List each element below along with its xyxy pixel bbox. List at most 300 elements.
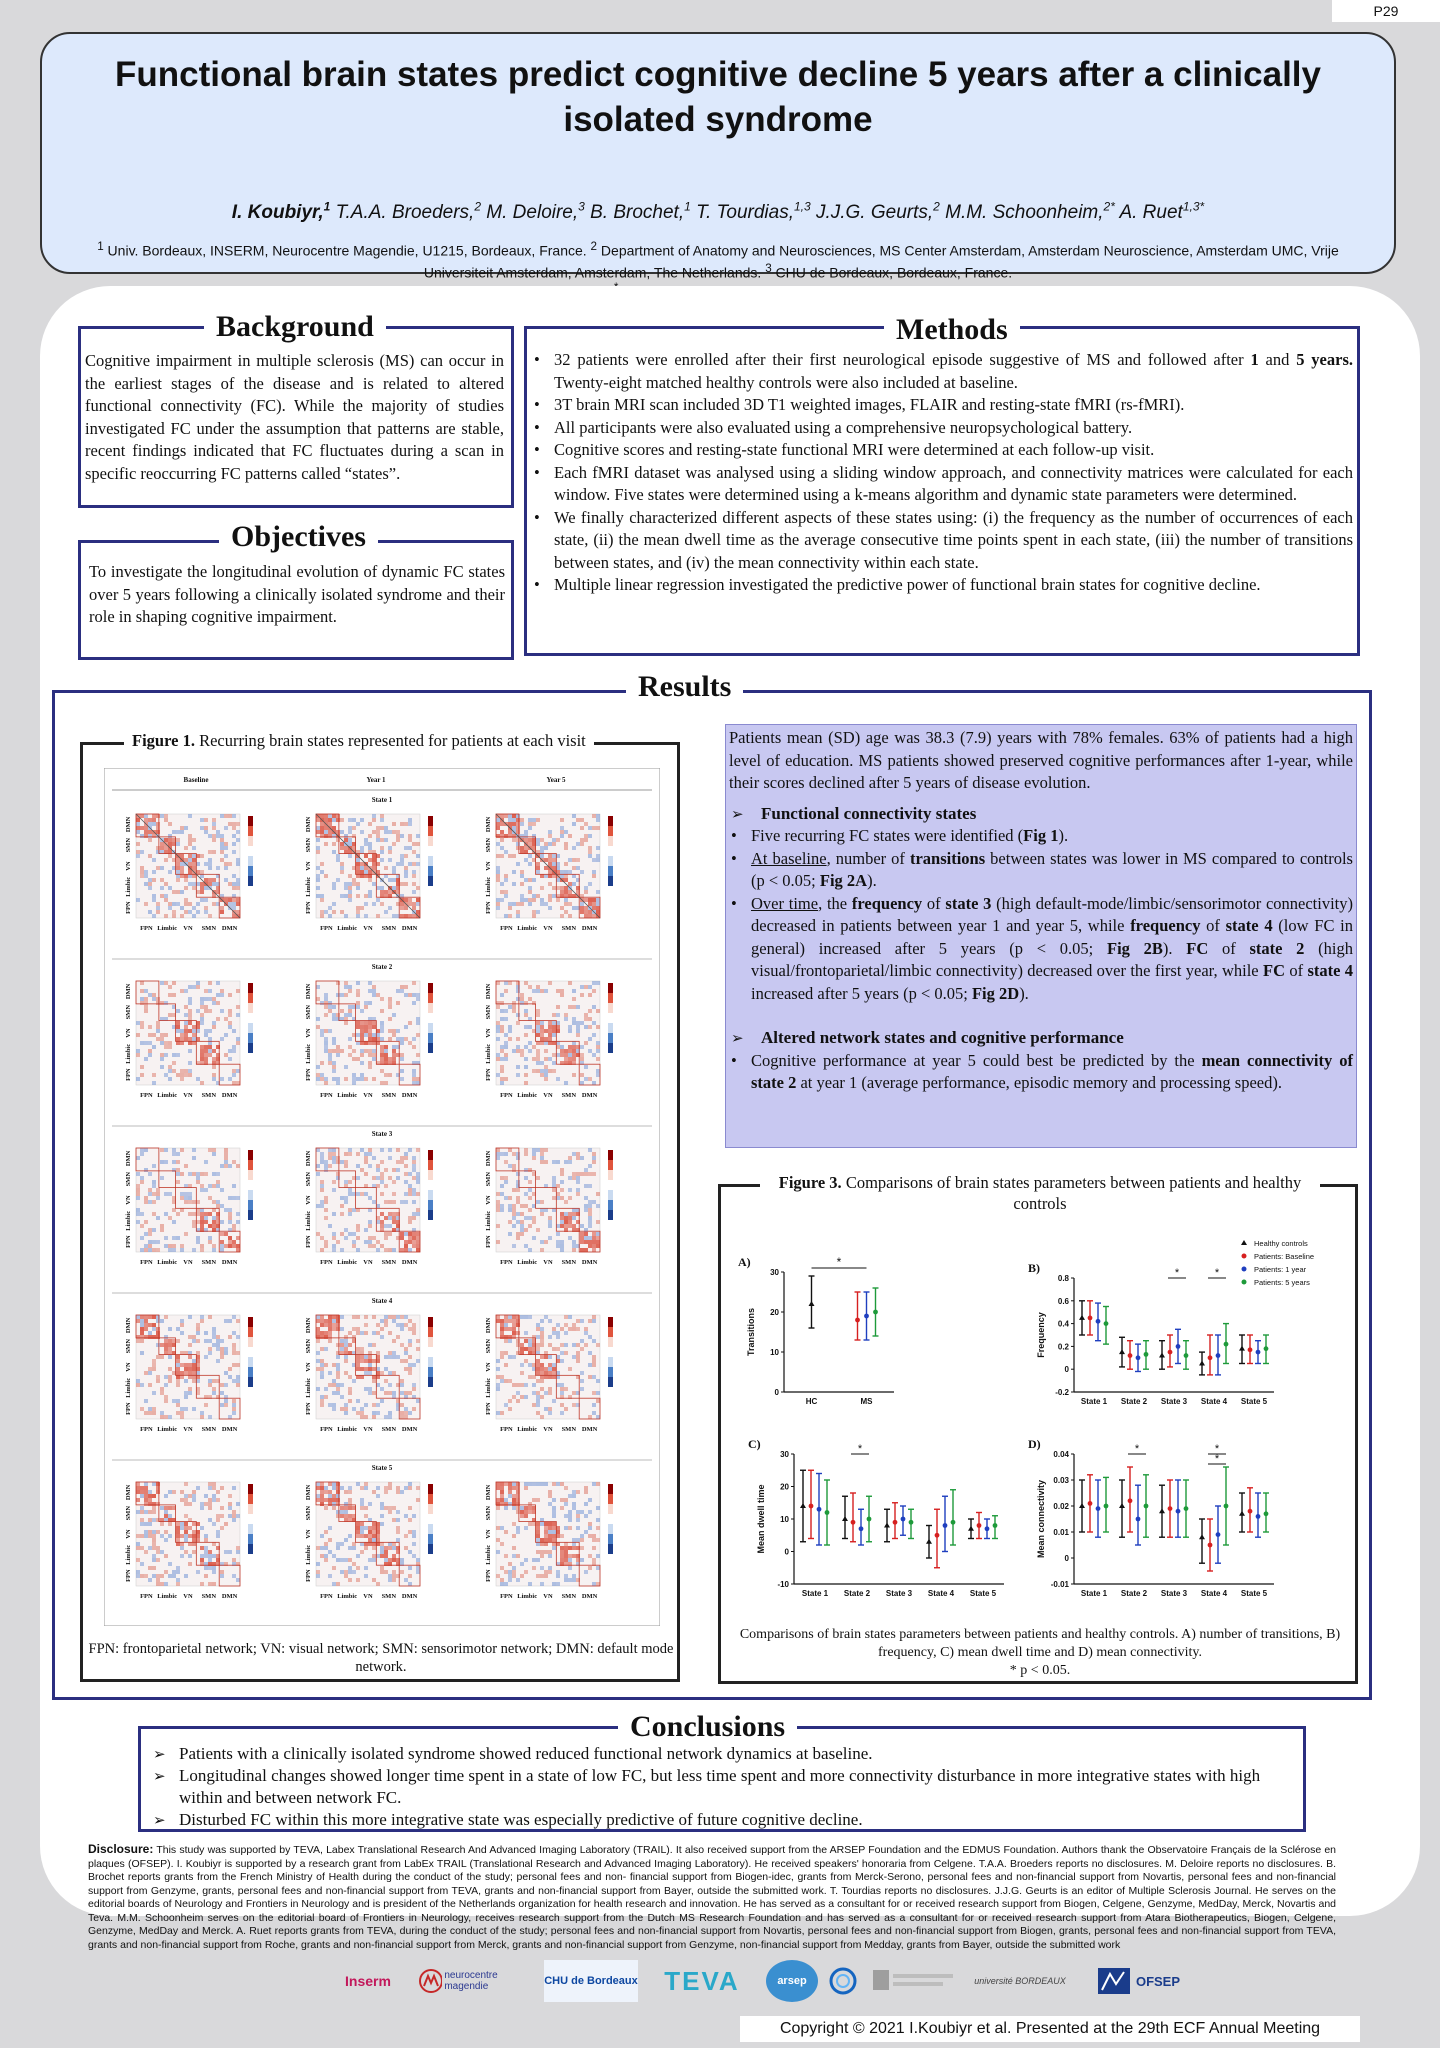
matrix-cell	[208, 1379, 212, 1383]
matrix-cell	[564, 1514, 568, 1518]
matrix-cell	[144, 1550, 148, 1554]
colorbar-segment	[608, 1180, 613, 1190]
matrix-cell	[416, 1339, 420, 1343]
matrix-cell	[344, 1506, 348, 1510]
matrix-cell	[412, 1192, 416, 1196]
matrix-cell	[160, 886, 164, 890]
matrix-cell	[192, 846, 196, 850]
matrix-cell	[184, 1232, 188, 1236]
data-point	[909, 1520, 914, 1525]
matrix-cell	[576, 1156, 580, 1160]
matrix-cell	[344, 1228, 348, 1232]
matrix-cell	[356, 1192, 360, 1196]
matrix-cell	[324, 1530, 328, 1534]
matrix-cell	[408, 1582, 412, 1586]
matrix-cell	[524, 1057, 528, 1061]
matrix-cell	[384, 1057, 388, 1061]
matrix-cell	[508, 1196, 512, 1200]
matrix-cell	[588, 1017, 592, 1021]
matrix-cell	[412, 1168, 416, 1172]
connectivity-matrix	[485, 1148, 613, 1266]
matrix-cell	[528, 1180, 532, 1184]
matrix-cell	[168, 1379, 172, 1383]
matrix-cell	[580, 993, 584, 997]
matrix-cell	[180, 1526, 184, 1530]
matrix-cell	[388, 1411, 392, 1415]
matrix-cell	[364, 1534, 368, 1538]
matrix-cell	[320, 1363, 324, 1367]
matrix-cell	[536, 1061, 540, 1065]
author: T. Tourdias,$^{1,3}$	[696, 200, 811, 224]
matrix-cell	[372, 902, 376, 906]
matrix-cell	[500, 834, 504, 838]
matrix-cell	[412, 1232, 416, 1236]
matrix-cell	[144, 1498, 148, 1502]
matrix-cell	[188, 1192, 192, 1196]
matrix-cell	[388, 1371, 392, 1375]
y-axis-label: VN	[485, 1028, 492, 1038]
matrix-cell	[368, 1244, 372, 1248]
colorbar-segment	[428, 1190, 433, 1200]
matrix-cell	[320, 1323, 324, 1327]
matrix-cell	[380, 1160, 384, 1164]
matrix-cell	[372, 1411, 376, 1415]
matrix-cell	[148, 910, 152, 914]
x-axis-label: VN	[363, 1092, 373, 1099]
matrix-cell	[400, 1343, 404, 1347]
matrix-cell	[184, 1196, 188, 1200]
matrix-cell	[592, 1236, 596, 1240]
matrix-cell	[152, 834, 156, 838]
matrix-cell	[364, 1033, 368, 1037]
matrix-cell	[384, 830, 388, 834]
matrix-cell	[540, 1343, 544, 1347]
colorbar-segment	[428, 1327, 433, 1337]
matrix-cell	[564, 1200, 568, 1204]
matrix-cell	[552, 1367, 556, 1371]
matrix-cell	[392, 866, 396, 870]
matrix-cell	[332, 1391, 336, 1395]
matrix-cell	[156, 1502, 160, 1506]
matrix-cell	[528, 854, 532, 858]
matrix-cell	[572, 1224, 576, 1228]
matrix-cell	[160, 842, 164, 846]
matrix-cell	[568, 1212, 572, 1216]
matrix-cell	[208, 1502, 212, 1506]
matrix-cell	[412, 1363, 416, 1367]
matrix-cell	[592, 1172, 596, 1176]
matrix-cell	[232, 898, 236, 902]
matrix-cell	[568, 1566, 572, 1570]
matrix-cell	[360, 866, 364, 870]
matrix-cell	[228, 1164, 232, 1168]
matrix-cell	[152, 1367, 156, 1371]
matrix-cell	[392, 1319, 396, 1323]
matrix-cell	[584, 1343, 588, 1347]
matrix-cell	[588, 1204, 592, 1208]
matrix-cell	[532, 1069, 536, 1073]
matrix-cell	[408, 1220, 412, 1224]
matrix-cell	[572, 866, 576, 870]
matrix-cell	[208, 1566, 212, 1570]
matrix-cell	[504, 834, 508, 838]
x-tick-label: State 2	[1120, 1397, 1148, 1406]
matrix-cell	[220, 814, 224, 818]
matrix-cell	[344, 993, 348, 997]
matrix-cell	[516, 1156, 520, 1160]
matrix-cell	[384, 1486, 388, 1490]
matrix-cell	[524, 1009, 528, 1013]
matrix-cell	[392, 1546, 396, 1550]
matrix-cell	[516, 1232, 520, 1236]
matrix-cell	[524, 1204, 528, 1208]
matrix-cell	[324, 1196, 328, 1200]
matrix-cell	[588, 1025, 592, 1029]
matrix-cell	[208, 858, 212, 862]
matrix-cell	[156, 1029, 160, 1033]
matrix-cell	[332, 1486, 336, 1490]
matrix-cell	[596, 814, 600, 818]
data-point	[1144, 1352, 1149, 1357]
matrix-cell	[392, 830, 396, 834]
background-text: Cognitive impairment in multiple sclerosis (MS) can occur in the earliest stages of the disease and is related to altered functional connectivity (FC). While the majority of studies investigated FC under the assumption that patterns are stable, recent findings indicated that FC fluctuates during a scan in specific reoccurring FC patterns called “states”.	[85, 351, 504, 483]
matrix-cell	[548, 1029, 552, 1033]
matrix-cell	[392, 1033, 396, 1037]
matrix-cell	[592, 1033, 596, 1037]
matrix-cell	[192, 1339, 196, 1343]
matrix-cell	[588, 910, 592, 914]
matrix-cell	[516, 818, 520, 822]
y-axis-label: VN	[305, 1362, 312, 1372]
matrix-cell	[412, 1383, 416, 1387]
matrix-cell	[384, 1355, 388, 1359]
matrix-cell	[140, 870, 144, 874]
matrix-cell	[372, 1053, 376, 1057]
matrix-cell	[148, 1335, 152, 1339]
matrix-cell	[328, 1502, 332, 1506]
matrix-cell	[376, 1323, 380, 1327]
matrix-cell	[168, 1327, 172, 1331]
matrix-cell	[232, 1069, 236, 1073]
matrix-cell	[356, 1530, 360, 1534]
matrix-cell	[548, 842, 552, 846]
matrix-cell	[320, 1403, 324, 1407]
matrix-cell	[172, 981, 176, 985]
matrix-cell	[360, 1025, 364, 1029]
matrix-cell	[412, 914, 416, 918]
matrix-cell	[184, 1021, 188, 1025]
matrix-cell	[140, 1407, 144, 1411]
matrix-cell	[360, 1037, 364, 1041]
matrix-cell	[220, 1339, 224, 1343]
matrix-cell	[576, 1490, 580, 1494]
matrix-cell	[556, 1013, 560, 1017]
matrix-cell	[496, 1192, 500, 1196]
matrix-cell	[512, 1355, 516, 1359]
matrix-cell	[220, 1204, 224, 1208]
y-axis-label: SMN	[305, 837, 312, 853]
matrix-cell	[232, 1029, 236, 1033]
matrix-cell	[528, 902, 532, 906]
matrix-cell	[204, 1574, 208, 1578]
x-axis-label: DMN	[401, 1092, 418, 1099]
matrix-cell	[168, 1065, 172, 1069]
matrix-cell	[560, 993, 564, 997]
matrix-cell	[384, 1315, 388, 1319]
x-axis-label: VN	[543, 1426, 553, 1433]
x-axis-label: SMN	[201, 925, 217, 932]
y-axis-label: FPN	[305, 1068, 312, 1081]
matrix-cell	[412, 890, 416, 894]
matrix-cell	[576, 1152, 580, 1156]
matrix-cell	[176, 878, 180, 882]
matrix-cell	[188, 1367, 192, 1371]
matrix-cell	[184, 858, 188, 862]
matrix-cell	[180, 1172, 184, 1176]
matrix-cell	[332, 1049, 336, 1053]
matrix-cell	[192, 1490, 196, 1494]
matrix-cell	[136, 898, 140, 902]
matrix-cell	[412, 1331, 416, 1335]
matrix-cell	[176, 830, 180, 834]
matrix-cell	[524, 838, 528, 842]
data-point	[893, 1520, 898, 1525]
matrix-cell	[144, 826, 148, 830]
matrix-cell	[136, 1319, 140, 1323]
matrix-cell	[572, 1172, 576, 1176]
matrix-cell	[336, 1510, 340, 1514]
matrix-cell	[332, 1160, 336, 1164]
matrix-cell	[368, 1240, 372, 1244]
matrix-cell	[216, 1490, 220, 1494]
colorbar-segment	[248, 1210, 253, 1220]
matrix-cell	[580, 1236, 584, 1240]
data-point	[1224, 1342, 1229, 1347]
matrix-cell	[564, 842, 568, 846]
chart-3	[748, 1437, 1004, 1598]
conclusion-item: ➢ Longitudinal changes showed longer time spent in a state of low FC, but less time spent and more connectivity disturbance in more integrative states with high within and between network FC.	[151, 1765, 1293, 1809]
y-axis-label: SMN	[485, 1004, 492, 1020]
matrix-cell	[164, 858, 168, 862]
matrix-cell	[368, 870, 372, 874]
matrix-cell	[564, 910, 568, 914]
x-tick-label: State 5	[969, 1589, 997, 1598]
matrix-cell	[556, 1323, 560, 1327]
matrix-cell	[352, 818, 356, 822]
matrix-cell	[152, 894, 156, 898]
background-box	[78, 326, 514, 508]
matrix-cell	[212, 1077, 216, 1081]
author: B. Brochet,$^1$	[590, 200, 691, 224]
matrix-cell	[592, 1391, 596, 1395]
matrix-cell	[140, 1248, 144, 1252]
matrix-cell	[568, 1367, 572, 1371]
colorbar-segment	[428, 1514, 433, 1524]
matrix-cell	[360, 1355, 364, 1359]
matrix-cell	[324, 1498, 328, 1502]
matrix-cell	[560, 1387, 564, 1391]
matrix-cell	[208, 1415, 212, 1419]
matrix-cell	[156, 1343, 160, 1347]
matrix-cell	[344, 1538, 348, 1542]
matrix-cell	[592, 1355, 596, 1359]
matrix-cell	[320, 814, 324, 818]
matrix-cell	[408, 1486, 412, 1490]
colorbar-segment	[428, 1377, 433, 1387]
matrix-cell	[144, 1502, 148, 1506]
matrix-cell	[568, 914, 572, 918]
matrix-cell	[592, 1315, 596, 1319]
matrix-cell	[368, 846, 372, 850]
matrix-cell	[380, 997, 384, 1001]
matrix-cell	[400, 1383, 404, 1387]
matrix-cell	[596, 854, 600, 858]
matrix-cell	[496, 1375, 500, 1379]
matrix-cell	[528, 1582, 532, 1586]
matrix-cell	[532, 1498, 536, 1502]
matrix-cell	[164, 1399, 168, 1403]
matrix-cell	[144, 1399, 148, 1403]
matrix-cell	[516, 1339, 520, 1343]
matrix-cell	[496, 1482, 500, 1486]
matrix-cell	[348, 1486, 352, 1490]
matrix-cell	[364, 1025, 368, 1029]
matrix-cell	[328, 1339, 332, 1343]
matrix-cell	[356, 1363, 360, 1367]
matrix-cell	[592, 1482, 596, 1486]
data-point	[1128, 1498, 1133, 1503]
matrix-cell	[384, 1415, 388, 1419]
significance-star: *	[1174, 1267, 1180, 1279]
matrix-cell	[368, 1371, 372, 1375]
matrix-cell	[216, 1498, 220, 1502]
matrix-cell	[332, 1005, 336, 1009]
matrix-cell	[192, 862, 196, 866]
matrix-cell	[324, 814, 328, 818]
matrix-cell	[228, 1077, 232, 1081]
matrix-cell	[208, 1196, 212, 1200]
matrix-cell	[404, 1546, 408, 1550]
matrix-cell	[344, 1160, 348, 1164]
matrix-cell	[204, 1566, 208, 1570]
matrix-cell	[140, 1546, 144, 1550]
matrix-cell	[524, 1482, 528, 1486]
matrix-cell	[596, 1482, 600, 1486]
matrix-cell	[520, 1510, 524, 1514]
matrix-cell	[148, 838, 152, 842]
affiliation-list: $^1$ Univ. Bordeaux, INSERM, Neurocentre Magendie, U1215, Bordeaux, France. $^2$ Department of Anatomy and Neurosciences, MS Center Amsterdam, Amsterdam Neuroscience, Amsterdam UMC, Vrije Universiteit Amsterdam, Amsterdam, The Netherlands. $^3$ CHU de Bordeaux, Bordeaux, France.	[97, 240, 1339, 281]
y-axis-label: DMN	[125, 1484, 132, 1501]
matrix-cell	[572, 1403, 576, 1407]
fc-states-heading: ➢ Functional connectivity states	[729, 803, 1353, 826]
matrix-cell	[156, 1025, 160, 1029]
matrix-cell	[320, 826, 324, 830]
matrix-cell	[344, 1200, 348, 1204]
matrix-cell	[344, 1077, 348, 1081]
matrix-cell	[412, 1244, 416, 1248]
y-axis-label: VN	[305, 861, 312, 871]
matrix-cell	[228, 1009, 232, 1013]
matrix-cell	[232, 882, 236, 886]
matrix-cell	[504, 1017, 508, 1021]
matrix-cell	[176, 1021, 180, 1025]
matrix-cell	[204, 1160, 208, 1164]
matrix-cell	[164, 1494, 168, 1498]
matrix-cell	[156, 1331, 160, 1335]
matrix-cell	[200, 1212, 204, 1216]
x-axis-label: FPN	[140, 1426, 153, 1433]
matrix-cell	[584, 1017, 588, 1021]
matrix-cell	[408, 1482, 412, 1486]
matrix-cell	[184, 826, 188, 830]
matrix-cell	[588, 1172, 592, 1176]
y-axis-label: SMN	[305, 1505, 312, 1521]
y-tick-label: 10	[770, 1348, 779, 1357]
matrix-cell	[176, 1053, 180, 1057]
matrix-cell	[396, 1490, 400, 1494]
matrix-cell	[176, 890, 180, 894]
matrix-cell	[192, 854, 196, 858]
matrix-cell	[336, 1343, 340, 1347]
matrix-cell	[200, 1415, 204, 1419]
matrix-cell	[544, 1526, 548, 1530]
data-point	[1168, 1506, 1173, 1511]
matrix-cell	[524, 1339, 528, 1343]
matrix-cell	[384, 1081, 388, 1085]
matrix-cell	[176, 1578, 180, 1582]
matrix-cell	[548, 1411, 552, 1415]
matrix-cell	[520, 1574, 524, 1578]
matrix-cell	[360, 1506, 364, 1510]
matrix-cell	[356, 1315, 360, 1319]
matrix-cell	[172, 914, 176, 918]
matrix-cell	[140, 1212, 144, 1216]
matrix-cell	[368, 1037, 372, 1041]
matrix-cell	[372, 1200, 376, 1204]
matrix-cell	[136, 1192, 140, 1196]
x-tick-label: State 2	[1120, 1589, 1148, 1598]
matrix-cell	[404, 1200, 408, 1204]
matrix-cell	[188, 902, 192, 906]
matrix-cell	[576, 1188, 580, 1192]
matrix-cell	[324, 1045, 328, 1049]
matrix-cell	[356, 1534, 360, 1538]
matrix-cell	[184, 1029, 188, 1033]
matrix-cell	[412, 1200, 416, 1204]
matrix-cell	[380, 1029, 384, 1033]
matrix-cell	[348, 1013, 352, 1017]
matrix-cell	[160, 1391, 164, 1395]
matrix-cell	[536, 870, 540, 874]
matrix-cell	[368, 822, 372, 826]
colorbar-segment	[248, 1180, 253, 1190]
matrix-cell	[408, 1172, 412, 1176]
matrix-cell	[516, 842, 520, 846]
matrix-cell	[528, 1502, 532, 1506]
matrix-cell	[508, 1025, 512, 1029]
matrix-cell	[204, 1216, 208, 1220]
chart-2	[1028, 1261, 1274, 1406]
matrix-cell	[416, 1172, 420, 1176]
y-tick-label: 0.04	[1053, 1450, 1069, 1459]
matrix-cell	[188, 842, 192, 846]
matrix-cell	[524, 1514, 528, 1518]
matrix-cell	[412, 882, 416, 886]
matrix-cell	[576, 1359, 580, 1363]
matrix-cell	[536, 1403, 540, 1407]
matrix-cell	[152, 1327, 156, 1331]
matrix-cell	[324, 1049, 328, 1053]
